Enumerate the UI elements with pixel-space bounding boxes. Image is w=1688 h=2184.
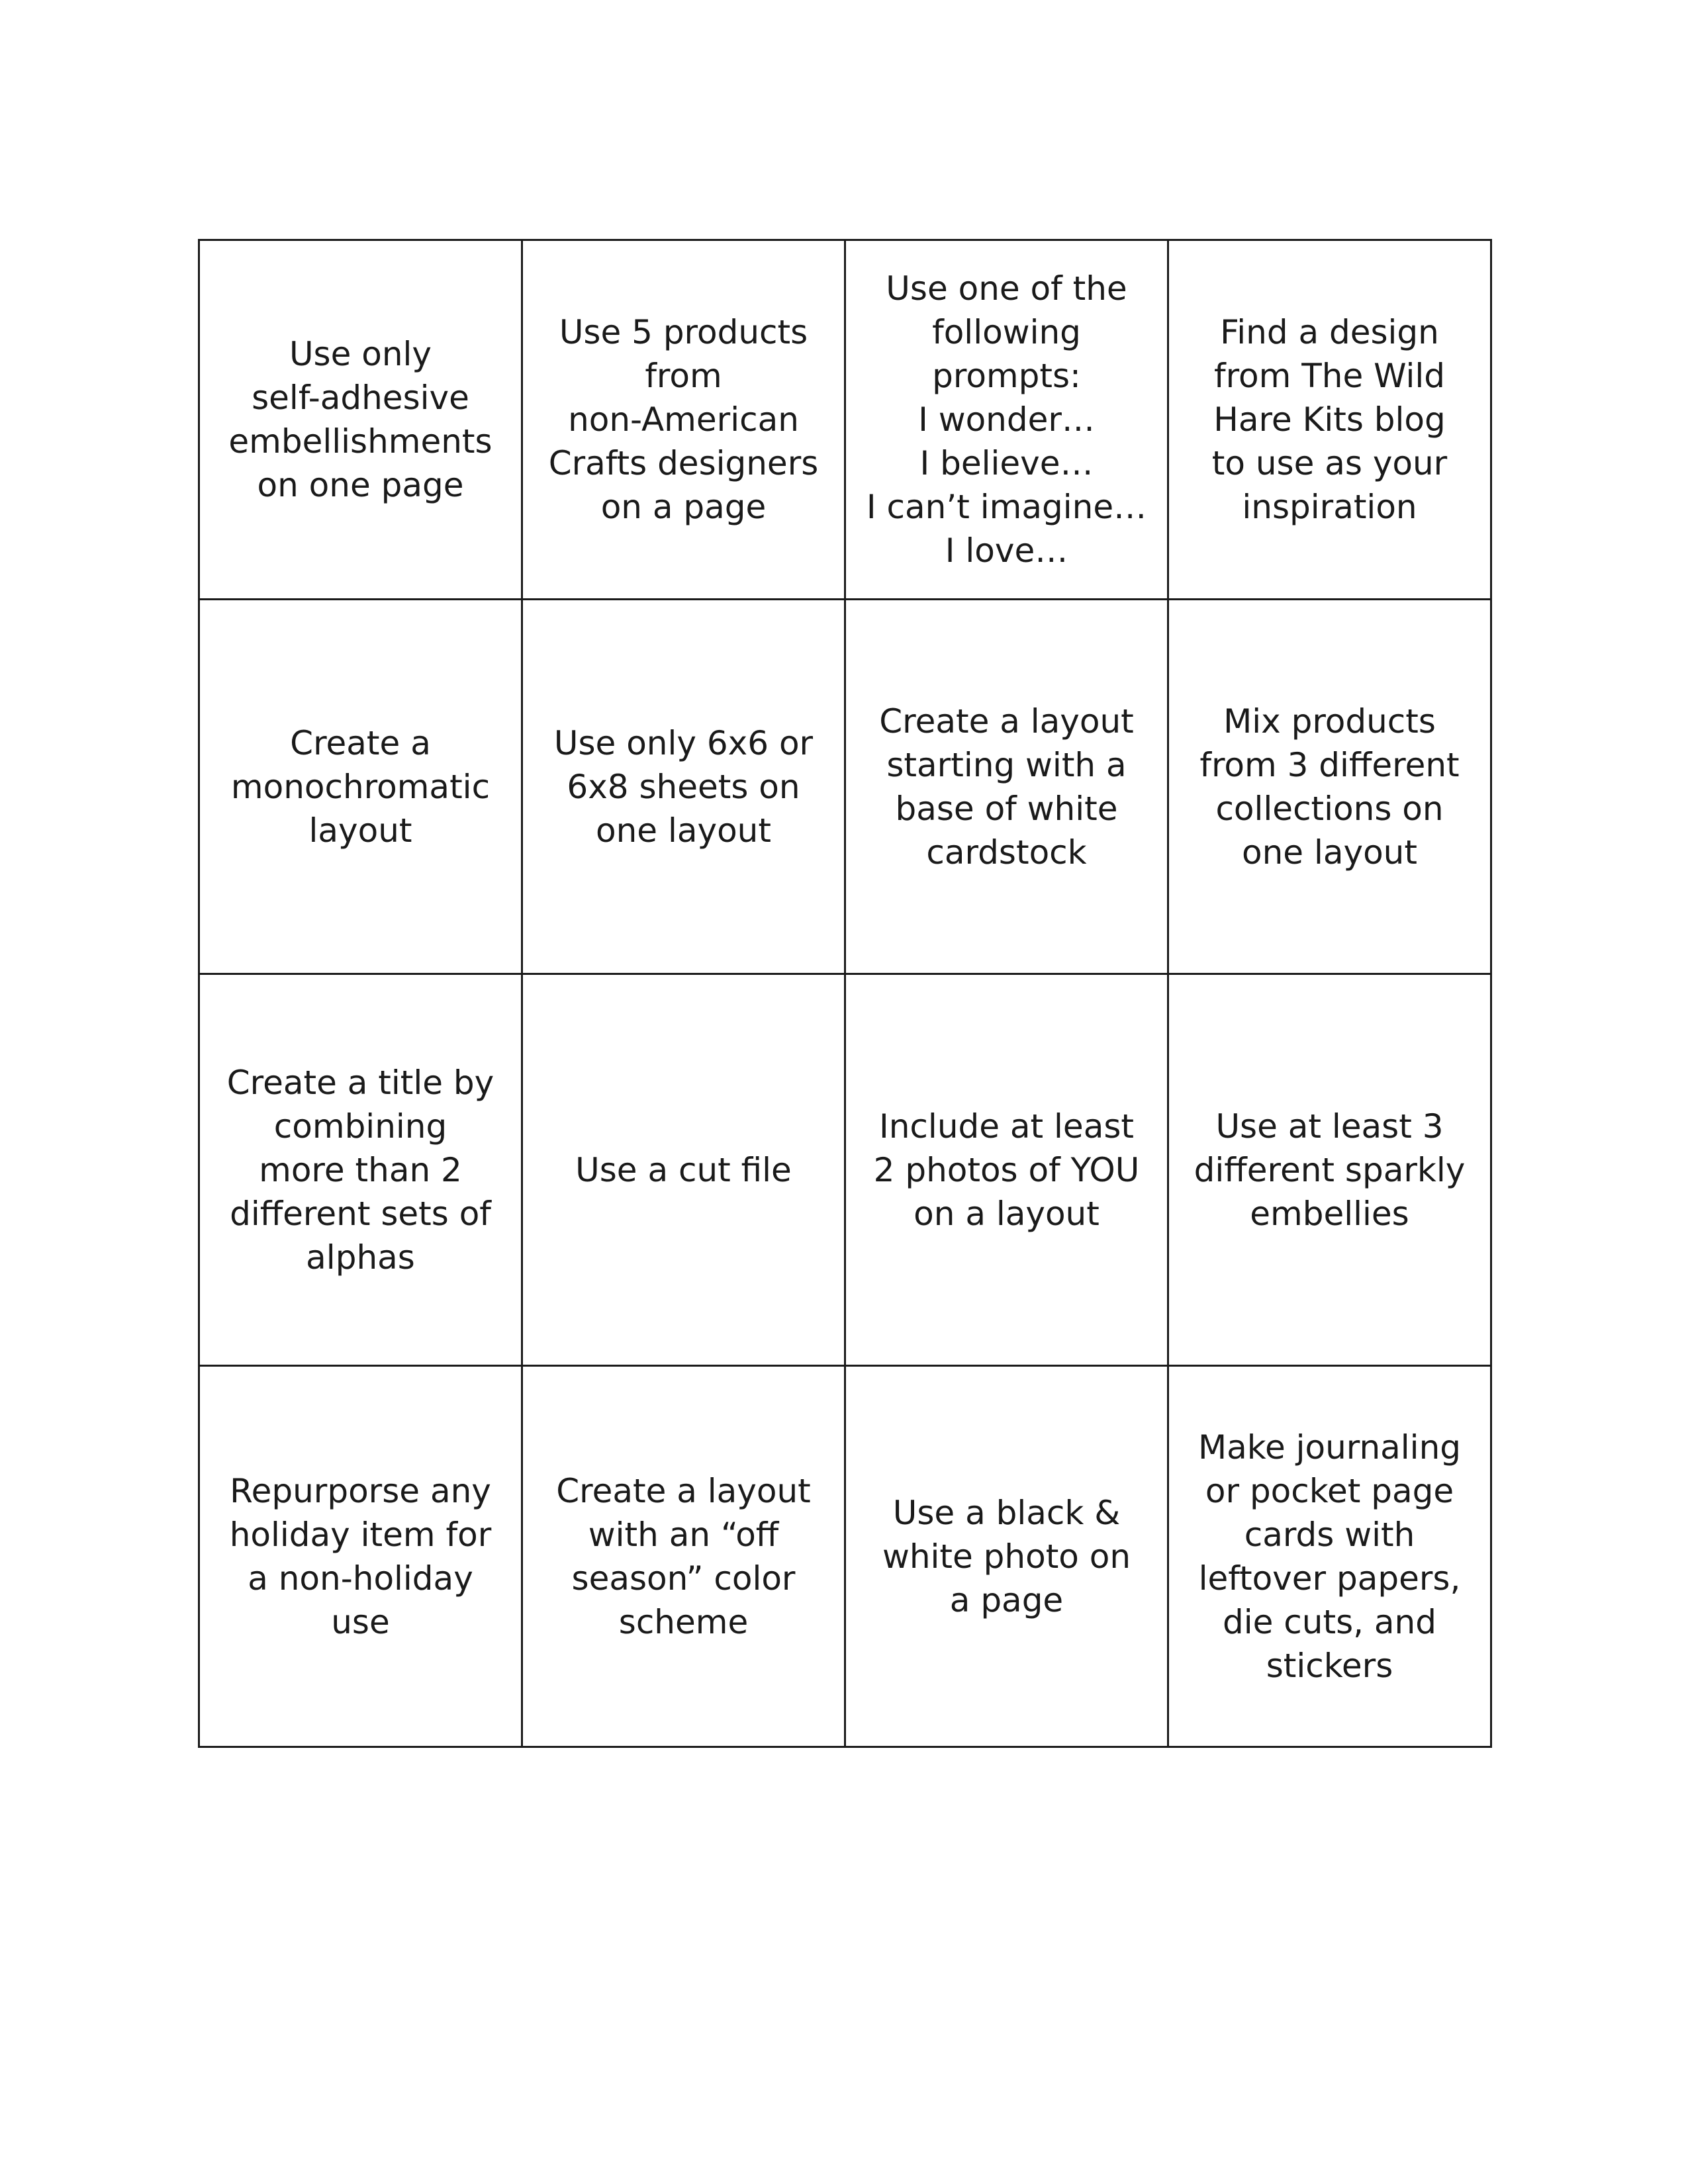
bingo-cell: Find a design from The Wild Hare Kits blog to use as your inspiration: [1168, 240, 1491, 600]
bingo-cell: Create a monochromatic layout: [199, 600, 522, 974]
bingo-cell: Use a black & white photo on a page: [845, 1366, 1168, 1747]
bingo-row: [199, 974, 1491, 1366]
bingo-grid: [198, 239, 1492, 1748]
bingo-cell: Use a cut file: [522, 974, 845, 1366]
bingo-cell: Create a title by combining more than 2 different sets of alphas: [199, 974, 522, 1366]
bingo-cell: Create a layout with an “off season” color scheme: [522, 1366, 845, 1747]
bingo-cell: Use 5 products from non-American Crafts designers on a page: [522, 240, 845, 600]
bingo-row: [199, 240, 1491, 600]
bingo-cell: Make journaling or pocket page cards with leftover papers, die cuts, and stickers: [1168, 1366, 1491, 1747]
bingo-cell: Use only 6x6 or 6x8 sheets on one layout: [522, 600, 845, 974]
bingo-cell: Include at least 2 photos of YOU on a layout: [845, 974, 1168, 1366]
bingo-row: [199, 600, 1491, 974]
bingo-cell: Use one of the following prompts: I wonder… I believe… I can’t imagine… I love…: [845, 240, 1168, 600]
bingo-cell: Use only self-adhesive embellishments on one page: [199, 240, 522, 600]
bingo-row: [199, 1366, 1491, 1747]
bingo-cell: Mix products from 3 different collections on one layout: [1168, 600, 1491, 974]
bingo-cell: Repurporse any holiday item for a non-holiday use: [199, 1366, 522, 1747]
bingo-cell: Create a layout starting with a base of white cardstock: [845, 600, 1168, 974]
bingo-cell: Use at least 3 different sparkly embellies: [1168, 974, 1491, 1366]
